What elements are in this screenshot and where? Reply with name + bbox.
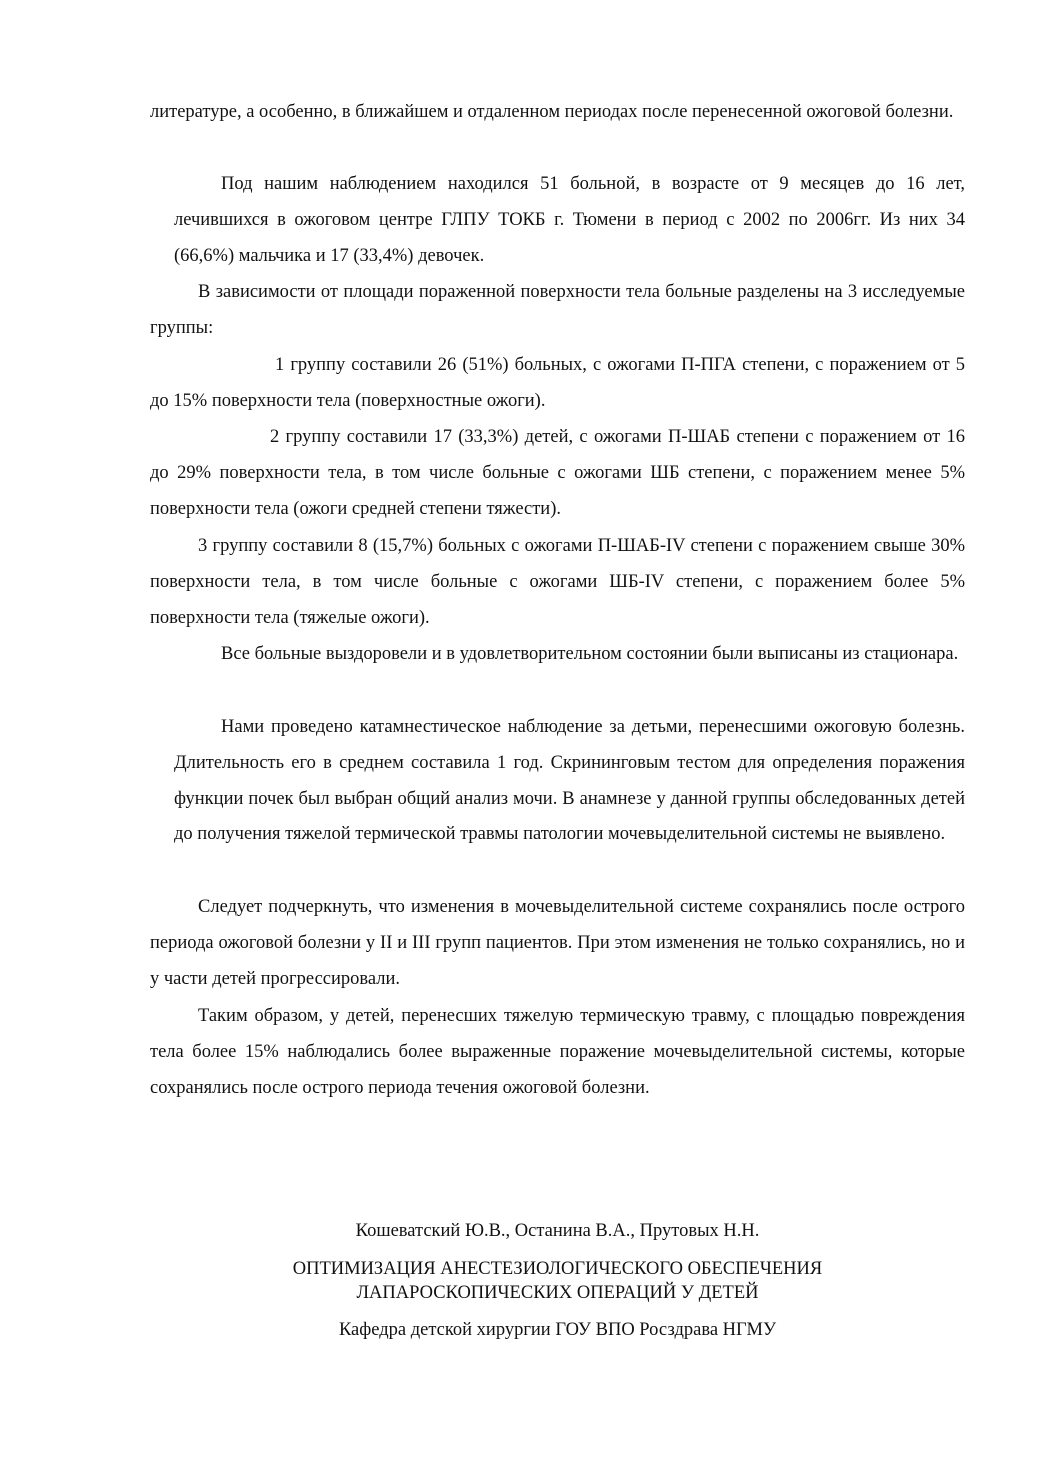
article-title-line-1: ОПТИМИЗАЦИЯ АНЕСТЕЗИОЛОГИЧЕСКОГО ОБЕСПЕЧЕНИЯ: [292, 1259, 823, 1279]
article-department: Кафедра детской хирургии ГОУ ВПО Росздрава НГМУ: [338, 1320, 777, 1340]
paragraph-continuation: литературе, а особенно, в ближайшем и отдаленном периодах после перенесенной ожоговой болезни.: [150, 102, 954, 122]
paragraph-patients: Под нашим наблюдением находился 51 больной, в возрасте от 9 месяцев до 16 лет, лечившихся в ожоговом центре ГЛПУ ТОКБ г. Тюмени в период с 2002 по 2006гг. Из них 34 (66,6%) мальчика и 17 (33,4%) девочек.: [174, 174, 965, 266]
paragraph-group-2: 2 группу составили 17 (33,3%) детей, с ожогами П-ШАБ степени с поражением от 16 до 29% поверхности тела, в том числе больные с ожогами ШБ степени, с поражением менее 5% поверхности тела (ожоги средней степени тяжести).: [150, 427, 965, 519]
paragraph-conclusion: Таким образом, у детей, перенесших тяжелую термическую травму, с площадью повреждения тела более 15% наблюдались более выраженные поражение мочевыделительной системы, которые сохранялись после острого периода течения ожоговой болезни.: [150, 1006, 965, 1098]
article-title-line-2: ЛАПАРОСКОПИЧЕСКИХ ОПЕРАЦИЙ У ДЕТЕЙ: [356, 1282, 759, 1303]
paragraph-changes: Следует подчеркнуть, что изменения в мочевыделительной системе сохранялись после острого периода ожоговой болезни у II и III групп пациентов. При этом изменения не только сохранялись, но и у части детей прогрессировали.: [150, 897, 965, 989]
article-title: [150, 1258, 965, 1305]
article-authors: Кошеватский Ю.В., Останина В.А., Прутовых Н.Н.: [355, 1221, 760, 1241]
paragraph-groups-intro: В зависимости от площади пораженной поверхности тела больные разделены на 3 исследуемые группы:: [150, 282, 965, 338]
paragraph-follow-up: Нами проведено катамнестическое наблюдение за детьми, перенесшими ожоговую болезнь. Длительность его в среднем составила 1 год. Скрининговым тестом для определения поражения функции почек был выбран общий анализ мочи. В анамнезе у данной группы обследованных детей до получения тяжелой термической травмы патологии мочевыделительной системы не выявлено.: [174, 717, 965, 845]
paragraph-group-3: 3 группу составили 8 (15,7%) больных с ожогами П-ШАБ-IV степени с поражением свыше 30% поверхности тела, в том числе больные с ожогами ШБ-IV степени, с поражением более 5% поверхности тела (тяжелые ожоги).: [150, 536, 965, 628]
paragraph-recovery: Все больные выздоровели и в удовлетворительном состоянии были выписаны из стационара.: [221, 644, 959, 664]
paragraph-group-1: 1 группу составили 26 (51%) больных, с ожогами П-ПГА степени, с поражением от 5 до 15% поверхности тела (поверхностные ожоги).: [150, 355, 965, 411]
